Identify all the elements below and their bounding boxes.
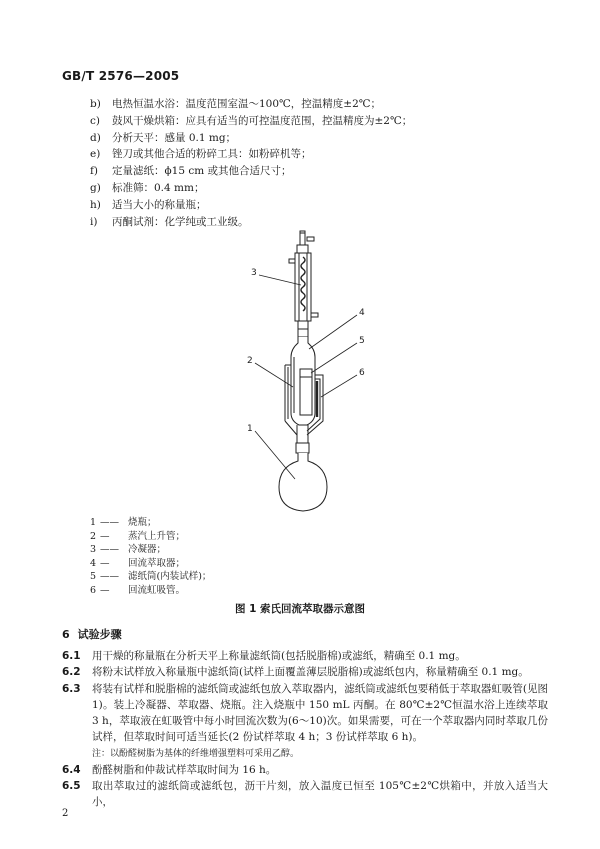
step-item	[62, 681, 548, 746]
equipment-label: b)	[90, 98, 101, 110]
legend-number: 6	[90, 584, 97, 596]
equipment-text: 定量滤纸：ϕ15 cm 或其他合适尺寸；	[112, 165, 292, 178]
callout-3: 3	[251, 268, 257, 278]
equipment-text: 丙酮试剂：化学纯或工业级。	[112, 215, 249, 228]
condenser	[289, 231, 318, 337]
figure-legend	[90, 516, 211, 598]
page-number: 2	[62, 808, 69, 819]
flask	[279, 453, 327, 511]
note: 注：以酚醛树脂为基体的纤维增强塑料可采用乙醇。	[92, 748, 300, 759]
figure-caption: 图 1 索氏回流萃取器示意图	[234, 603, 366, 615]
procedure-steps	[62, 648, 548, 811]
legend-text: 回流虹吸管。	[128, 584, 186, 596]
legend-dash: ——	[100, 544, 119, 556]
standard-id: GB/T 2576—2005	[62, 69, 180, 83]
legend-number: 4	[90, 557, 97, 569]
legend-number: 1	[90, 517, 97, 528]
callout-4: 4	[359, 308, 365, 318]
equipment-item	[90, 96, 550, 113]
step-number: 6.5	[62, 780, 81, 793]
equipment-label: g)	[90, 181, 101, 194]
legend-dash: —	[100, 584, 110, 596]
legend-text: 滤纸筒(内装试样)；	[128, 571, 212, 583]
equipment-text: 标准筛：0.4 mm；	[112, 181, 205, 194]
soxhlet-apparatus-drawing	[245, 225, 375, 515]
equipment-item	[90, 197, 550, 214]
equipment-item	[90, 180, 550, 197]
step-item	[62, 664, 548, 680]
step-number: 6.3	[62, 682, 81, 695]
legend-dash: —	[100, 530, 110, 542]
equipment-text: 适当大小的称量瓶；	[112, 198, 207, 211]
legend-number: 2	[90, 530, 97, 542]
step-item	[62, 778, 548, 811]
callout-1: 1	[247, 424, 253, 434]
equipment-label: c)	[90, 114, 100, 127]
equipment-item	[90, 130, 550, 147]
legend-item	[90, 557, 211, 571]
callout-2: 2	[247, 356, 253, 366]
legend-item	[90, 584, 211, 598]
equipment-label: f)	[90, 165, 98, 178]
equipment-item	[90, 113, 550, 130]
equipment-label: e)	[90, 148, 101, 161]
legend-number: 5	[90, 571, 97, 583]
step-text: 将装有试样和脱脂棉的滤纸筒或滤纸包放入萃取器内，滤纸筒或滤纸包要稍低于萃取器虹吸管(见图 1)。装上冷凝器、萃取器、烧瓶。注入烧瓶中 150 mL 丙酮。在 80℃±2℃恒温水浴上连续萃取 3 h，萃取液在虹吸管中每小时回流次数为(6～10)次。如果需要，可在一个萃取器内同时萃取几份试样，但萃取时间可适当延长(2 份试样萃取 4 h；3 份试样萃取 6 h)。	[92, 682, 548, 744]
step-number: 6.1	[62, 650, 81, 662]
extractor-neck	[296, 425, 309, 453]
legend-dash: ——	[100, 517, 119, 528]
legend-number: 3	[90, 544, 97, 556]
step-text: 用干燥的称量瓶在分析天平上称量滤纸筒(包括脱脂棉)或滤纸，精确至 0.1 mg。	[92, 650, 466, 662]
callout-5: 5	[359, 336, 365, 346]
section-heading	[62, 626, 122, 642]
equipment-list	[90, 96, 550, 230]
section-title: 试验步骤	[77, 628, 122, 641]
legend-text: 烧瓶；	[128, 517, 157, 528]
step-number: 6.2	[62, 666, 81, 679]
legend-item	[90, 543, 211, 557]
section-number: 6	[62, 628, 70, 641]
step-number: 6.4	[62, 763, 81, 776]
equipment-text: 锉刀或其他合适的粉碎工具：如粉碎机等；	[112, 148, 312, 161]
step-text: 酚醛树脂和仲裁试样萃取时间为 16 h。	[92, 763, 277, 776]
legend-item	[90, 516, 211, 530]
equipment-label: h)	[90, 198, 101, 211]
step-text: 将粉末试样放入称量瓶中滤纸筒(试样上面覆盖薄层脱脂棉)或滤纸包内，称量精确至 0.1 mg。	[92, 666, 529, 679]
equipment-text: 鼓风干燥烘箱：应具有适当的可控温度范围，控温精度为±2℃；	[112, 114, 413, 127]
legend-dash: ——	[100, 571, 119, 583]
equipment-item	[90, 163, 550, 180]
legend-item	[90, 530, 211, 544]
equipment-item	[90, 146, 550, 163]
step-item	[62, 762, 548, 778]
equipment-text: 分析天平：感量 0.1 mg；	[112, 131, 237, 144]
equipment-text: 电热恒温水浴：温度范围室温～100℃，控温精度±2℃；	[112, 98, 382, 110]
legend-text: 冷凝器；	[128, 544, 167, 556]
legend-dash: —	[100, 557, 110, 569]
step-text: 取出萃取过的滤纸筒或滤纸包，沥干片刻，放入温度已恒至 105℃±2℃烘箱中，并放入适当大小，	[92, 780, 548, 809]
legend-text: 回流萃取器；	[128, 557, 186, 569]
callout-6: 6	[359, 368, 365, 378]
legend-text: 蒸汽上升管；	[128, 530, 186, 542]
soxhlet-extractor-figure	[245, 225, 375, 515]
filter-thimble	[300, 369, 312, 415]
equipment-label: i)	[90, 215, 98, 228]
equipment-label: d)	[90, 131, 101, 144]
legend-item	[90, 570, 211, 584]
step-item	[62, 648, 548, 664]
